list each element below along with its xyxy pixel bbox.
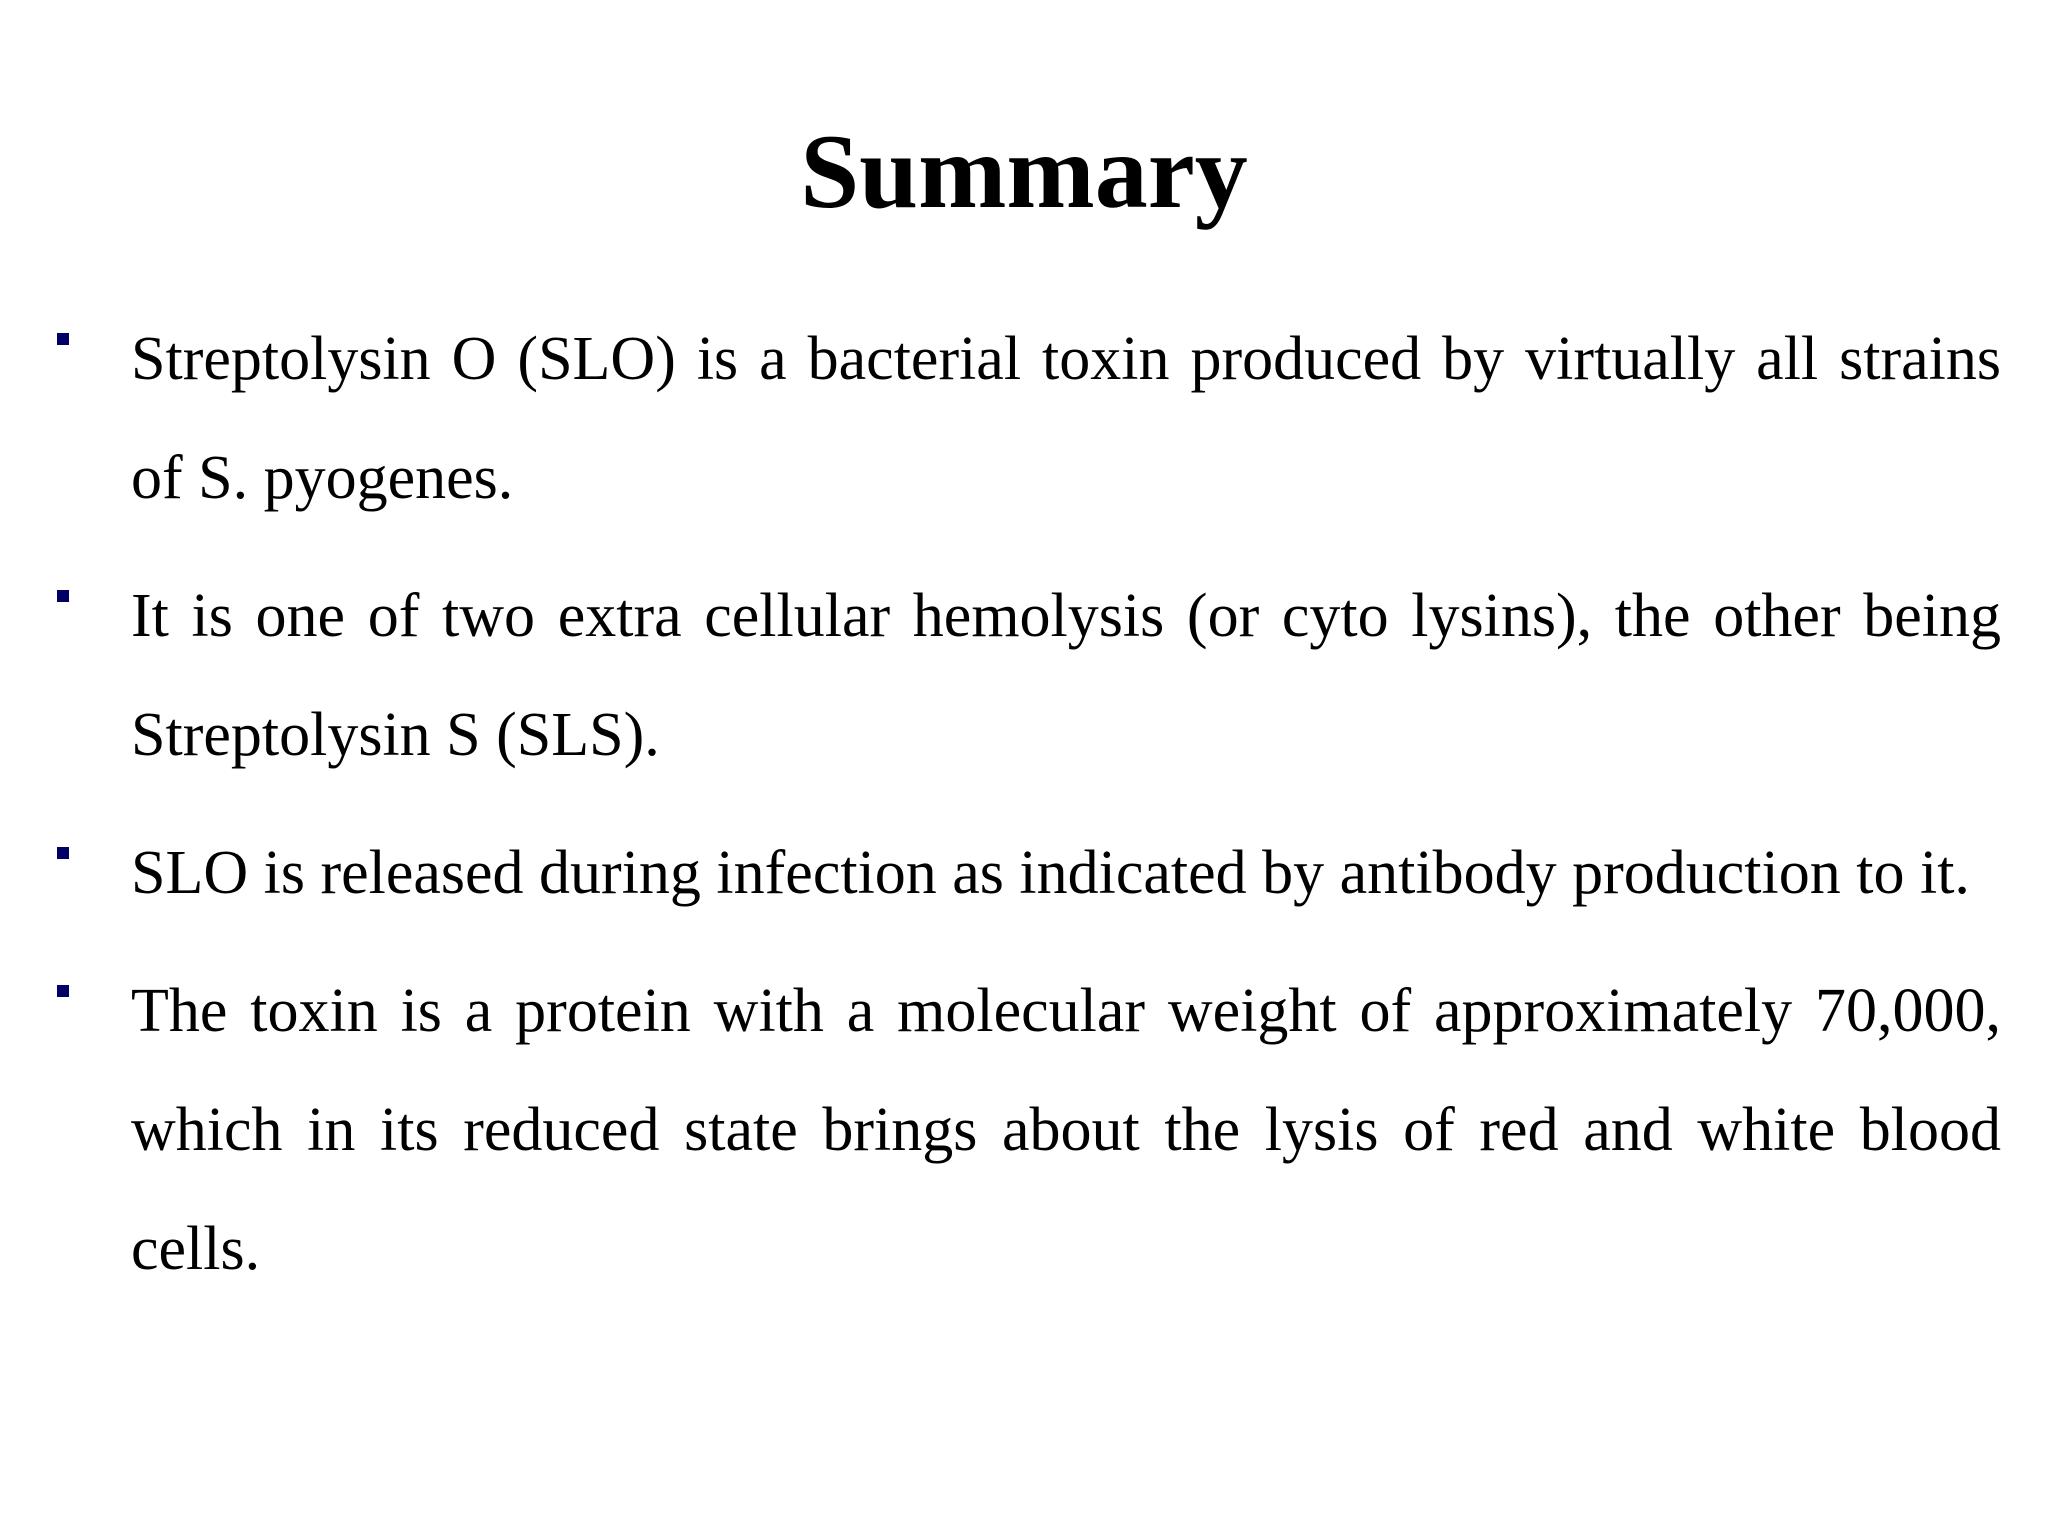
bullet-item — [0, 952, 2048, 1309]
bullet-text: The toxin is a protein with a molecular weight of approximately 70,000, which in its reduced state brings about the lysis of red and white blood cells. — [131, 977, 2001, 1283]
bullet-item — [0, 300, 2048, 538]
square-bullet-icon — [57, 847, 69, 859]
bullet-list — [0, 300, 2048, 1309]
square-bullet-icon — [57, 333, 69, 345]
bullet-item — [0, 557, 2048, 795]
square-bullet-icon — [57, 590, 69, 602]
slide-title: Summary — [800, 113, 1248, 230]
bullet-item — [0, 814, 2048, 933]
bullet-text: SLO is released during infection as indicated by antibody production to it. — [131, 839, 1970, 907]
bullet-text: Streptolysin O (SLO) is a bacterial toxin produced by virtually all strains of S. pyogenes. — [131, 325, 2001, 512]
bullet-text: It is one of two extra cellular hemolysis (or cyto lysins), the other being Streptolysin S (SLS). — [131, 582, 2001, 769]
square-bullet-icon — [57, 985, 69, 997]
